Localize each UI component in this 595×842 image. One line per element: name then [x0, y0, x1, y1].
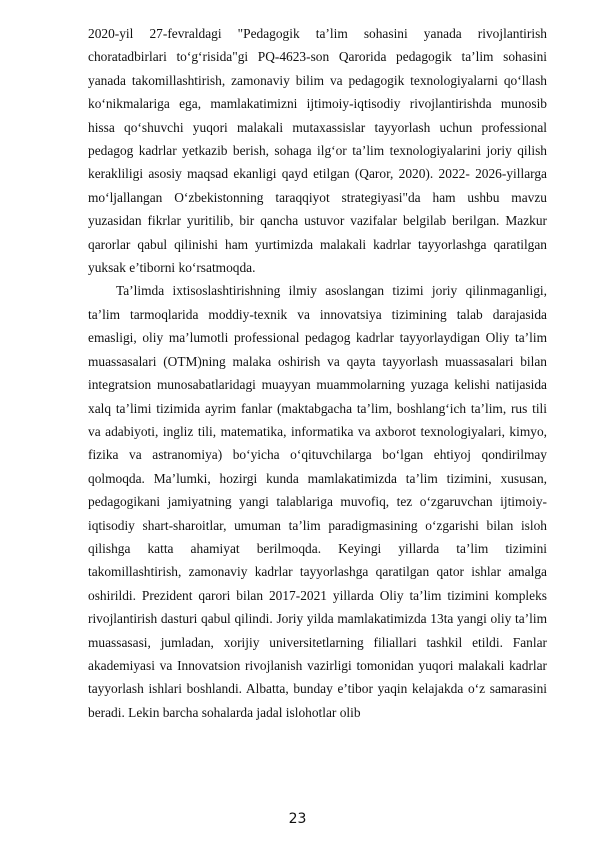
page-number: 23 [288, 811, 307, 827]
body-text [88, 22, 547, 724]
paragraph-specialization: Ta’limda ixtisoslashtirishning ilmiy asoslangan tizimi joriy qilinmaganligi, ta’lim tarmoqlarida moddiy-texnik va innovatsiya tizimining talab darajasida emasligi, oliy ma’lumotli professional pedagog kadrlar tayyorlaydigan Oliy ta’lim muassasalari (OTM)ning malaka oshirish va qayta tayyorlash muassasalari bilan integratsion munosabatlaridagi muayyan muammolarning yuzaga kelishi natijasida xalq ta’limi tizimida ayrim fanlar (maktabgacha ta’lim, boshlang‘ich ta’lim, rus tili va adabiyoti, ingliz tili, matematika, informatika va axborot texnologiyalari, kimyo, fizika va astranomiya) bo‘yicha o‘qituvchilarga bo‘lgan ehtiyoj qondirilmay qolmoqda. Ma’lumki, hozirgi kunda mamlakatimizda ta’lim tizimini, xususan, pedagogikani jamiyatning yangi talablariga muvofiq, tez o‘zgaruvchan ijtimoiy-iqtisodiy shart-sharoitlar, umuman ta’lim paradigmasining o‘zgarishi bilan isloh qilishga katta ahamiyat berilmoqda. Keyingi yillarda ta’lim tizimini takomillashtirish, zamonaviy kadrlar tayyorlashga qaratilgan qator ishlar amalga oshirildi. Prezident qarori bilan 2017-2021 yillarda Oliy ta’lim tizimini kompleks rivojlantirish dasturi qabul qilindi. Joriy yilda mamlakatimizda 13ta yangi oliy ta’lim muassasasi, jumladan, xorijiy universitetlarning filiallari tashkil etildi. Fanlar akademiyasi va Innovatsion rivojlanish vazirligi tomonidan yuqori malakali kadrlar tayyorlash ishlari boshlandi. Albatta, bunday e’tibor yaqin kelajakda o‘z samarasini beradi. Lekin barcha sohalarda jadal islohotlar olib [88, 283, 547, 720]
paragraph-decree: 2020-yil 27-fevraldagi "Pedagogik ta’lim sohasini yanada rivojlantirish choratadbirlari to‘g‘risida"gi PQ-4623-son Qarorida pedagogik ta’lim sohasini yanada takomillashtirish, zamonaviy bilim va pedagogik texnologiyalarni qo‘llash ko‘nikmalariga ega, mamlakatimizni ijtimoiy-iqtisodiy rivojlantirishda munosib hissa qo‘shuvchi yuqori malakali mutaxassislar tayyorlash uchun professional pedagog kadrlar yetkazib berish, sohaga ilg‘or ta’lim texnologiyalarini joriy qilish kerakliligi asosiy maqsad ekanligi qayd etilgan (Qaror, 2020). 2022- 2026-yillarga mo‘ljallangan O‘zbekistonning taraqqiyot strategiyasi"da ham ushbu mavzu yuzasidan fikrlar yuritilib, bir qancha ustuvor vazifalar belgilab berilgan. Mazkur qarorlar qabul qilinishi ham yurtimizda malakali kadrlar tayyorlashga qaratilgan yuksak e’tiborni ko‘rsatmoqda. [88, 26, 547, 276]
